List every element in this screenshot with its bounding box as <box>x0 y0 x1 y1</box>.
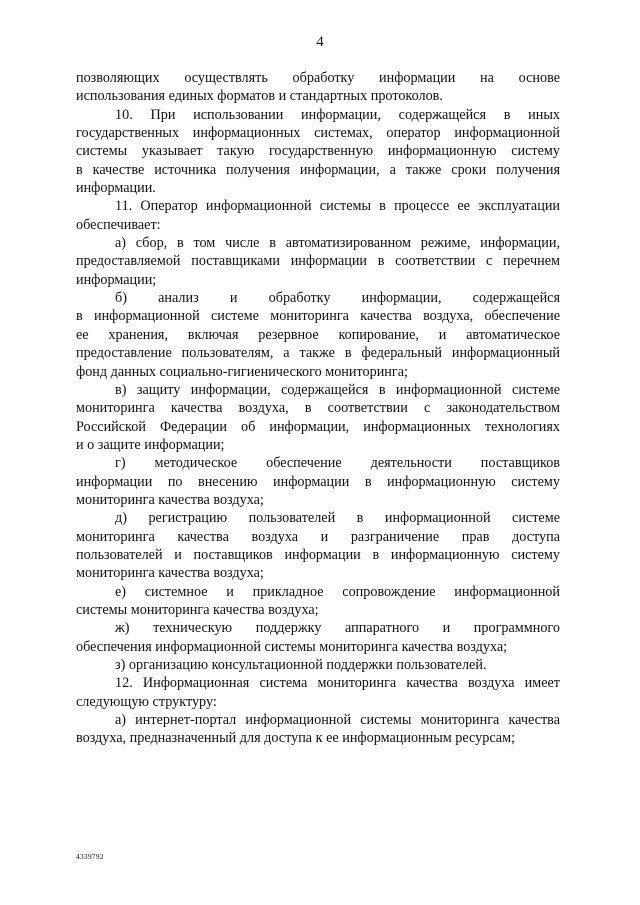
text-line: предоставляемой поставщиками информации в соответствии с перечнем <box>76 253 560 270</box>
text-line: и о защите информации; <box>76 436 225 453</box>
text-line: мониторинга качества воздуха; <box>76 565 264 582</box>
text-line: мониторинга качества воздуха; <box>76 491 264 508</box>
text-line: фонд данных социально-гигиенического мониторинга; <box>76 363 408 380</box>
text-line: в) защиту информации, содержащейся в информационной системе <box>115 381 560 398</box>
text-line: а) интернет-портал информационной системы мониторинга качества <box>115 712 560 729</box>
text-line: мониторинга качества воздуха, в соответствии с законодательством <box>76 400 560 417</box>
text-line: а) сбор, в том числе в автоматизированном режиме, информации, <box>115 235 560 252</box>
page-number: 4 <box>316 34 324 50</box>
text-line: д) регистрацию пользователей в информационной системе <box>115 510 560 527</box>
text-line: пользователей и поставщиков информации в информационную систему <box>76 546 560 563</box>
text-line: системы мониторинга качества воздуха; <box>76 601 319 618</box>
text-line: обеспечения информационной системы мониторинга качества воздуха; <box>76 638 508 655</box>
text-line: 11. Оператор информационной системы в процессе ее эксплуатации <box>115 198 560 215</box>
text-line: следующую структуру: <box>76 693 217 710</box>
text-line: воздуха, предназначенный для доступа к ее информационным ресурсам; <box>76 730 516 747</box>
text-line: з) организацию консультационной поддержки пользователей. <box>115 657 487 673</box>
text-line: обеспечивает: <box>76 216 161 233</box>
text-line: предоставление пользователям, а также в федеральный информационный <box>76 345 560 362</box>
document-body <box>76 69 560 748</box>
text-line: информации; <box>76 271 157 288</box>
text-line: 12. Информационная система мониторинга качества воздуха имеет <box>115 675 560 692</box>
text-line: системы указывает такую государственную информационную систему <box>76 143 560 160</box>
text-line: информации. <box>76 180 156 197</box>
text-line: ж) техническую поддержку аппаратного и программного <box>115 620 560 637</box>
text-line: в информационной системе мониторинга качества воздуха, обеспечение <box>76 308 560 325</box>
text-line: информации по внесению информации в информационную систему <box>76 473 560 490</box>
text-line: б) анализ и обработку информации, содержащейся <box>115 290 560 307</box>
text-line: Российской Федерации об информации, информационных технологиях <box>76 418 560 435</box>
text-line: позволяющих осуществлять обработку информации на основе <box>76 70 560 86</box>
text-line: государственных информационных системах, оператор информационной <box>76 125 560 142</box>
document-code: 4339792 <box>76 852 104 861</box>
text-line: г) методическое обеспечение деятельности поставщиков <box>115 455 560 472</box>
text-line: е) системное и прикладное сопровождение информационной <box>115 583 560 600</box>
text-line: мониторинга качества воздуха и разграничение прав доступа <box>76 528 560 545</box>
text-line: ее хранения, включая резервное копирование, и автоматическое <box>76 326 560 343</box>
text-line: использования единых форматов и стандартных протоколов. <box>76 88 443 105</box>
text-line: 10. При использовании информации, содержащейся в иных <box>115 106 560 123</box>
text-line: в качестве источника получения информации, а также сроки получения <box>76 161 560 178</box>
